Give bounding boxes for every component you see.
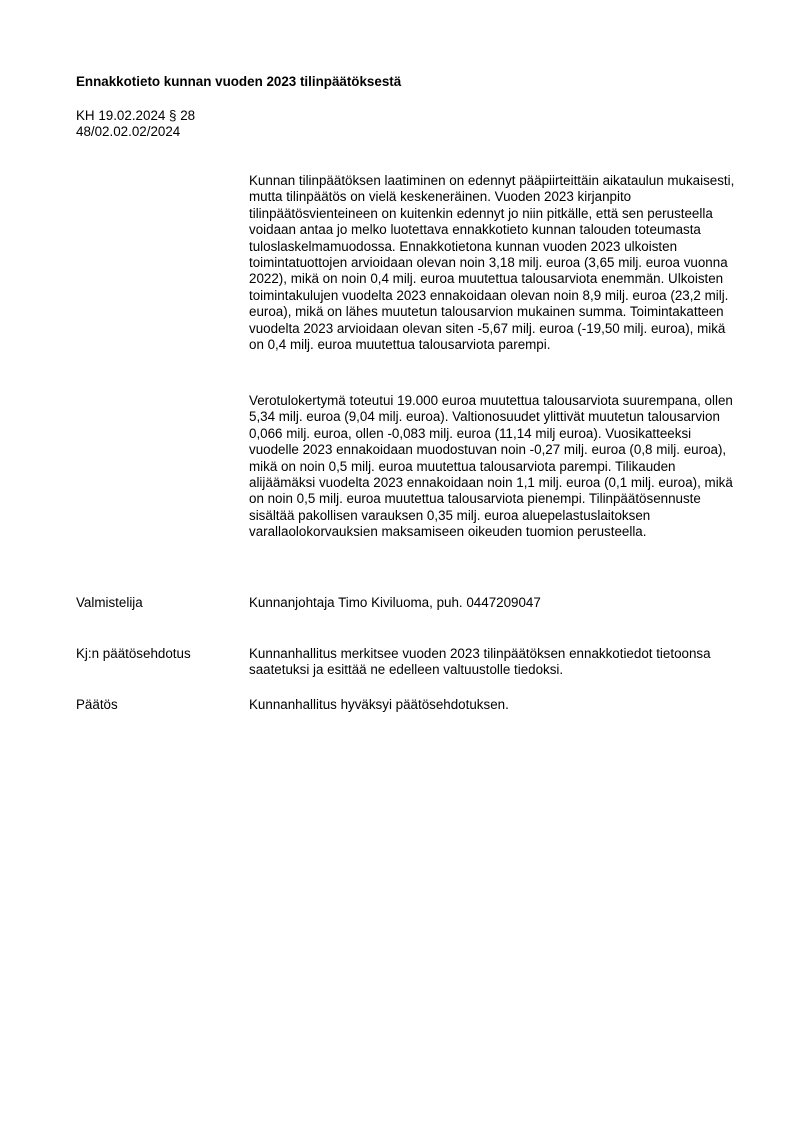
meeting-meta bbox=[76, 108, 376, 141]
document-title: Ennakkotieto kunnan vuoden 2023 tilinpäätöksestä bbox=[76, 74, 402, 89]
proposal-value: Kunnanhallitus merkitsee vuoden 2023 tilinpäätöksen ennakkotiedot tietoonsa saatetuksi ja esittää ne edelleen valtuustolle tiedoksi. bbox=[249, 646, 711, 678]
body-paragraph-1 bbox=[249, 173, 735, 353]
paragraph-text: Verotulokertymä toteutui 19.000 euroa muutettua talousarviota suurempana, ollen 5,34 milj. euroa (9,04 milj. euroa). Valtionosuudet ylittivät muutetun talousarvion 0,066 milj. euroa, ollen -0,083 milj. euroa (11,14 milj euroa). Vuosikatteeksi vuodelle 2023 ennakoidaan muodostuvan noin -0,27 milj. euroa (0,8 milj. euroa), mikä on noin 0,5 milj. euroa muutettua talousarviota parempi. Tilikauden alijäämäksi vuodelta 2023 ennakoidaan noin 1,1 milj. euroa (0,1 milj. euroa), mikä on noin 0,5 milj. euroa muutettua talousarviota pienempi. Tilinpäätösennuste sisältää pakollisen varauksen 0,35 milj. euroa aluepelastuslaitoksen varallaolokorvauksien maksamiseen oikeuden tuomion perusteella. bbox=[249, 393, 733, 540]
meeting-reference: KH 19.02.2024 § 28 bbox=[76, 108, 196, 123]
decision-value: Kunnanhallitus hyväksyi päätösehdotuksen. bbox=[249, 697, 509, 712]
preparer-label: Valmistelija bbox=[76, 595, 143, 610]
paragraph-text: Kunnan tilinpäätöksen laatiminen on edennyt pääpiirteittäin aikataulun mukaisesti, mutta tilinpäätös on vielä keskeneräinen. Vuoden 2023 kirjanpito tilinpäätösvienteineen on kuitenkin edennyt jo niin pitkälle, että sen perusteella voidaan antaa jo melko luotettava ennakkotieto kunnan talouden toteumasta tuloslaskelmamuodossa. Ennakkotietona kunnan vuoden 2023 ulkoisten toimintatuottojen arvioidaan olevan noin 3,18 milj. euroa (3,65 milj. euroa vuonna 2022), mikä on noin 0,4 milj. euroa muutettua talousarviota enemmän. Ulkoisten toimintakulujen vuodelta 2023 ennakoidaan olevan noin 8,9 milj. euroa (23,2 milj. euroa), mikä on lähes muutetun talousarvion mukainen summa. Toimintakatteen vuodelta 2023 arvioidaan olevan siten -5,67 milj. euroa (-19,50 milj. euroa), mikä on 0,4 milj. euroa muutettua talousarviota parempi. bbox=[249, 173, 735, 353]
decision-label: Päätös bbox=[76, 697, 118, 712]
preparer-value: Kunnanjohtaja Timo Kiviluoma, puh. 0447209047 bbox=[249, 595, 541, 610]
proposal-label: Kj:n päätösehdotus bbox=[76, 646, 191, 661]
case-number: 48/02.02.02/2024 bbox=[76, 124, 181, 140]
body-paragraph-2 bbox=[249, 393, 735, 541]
